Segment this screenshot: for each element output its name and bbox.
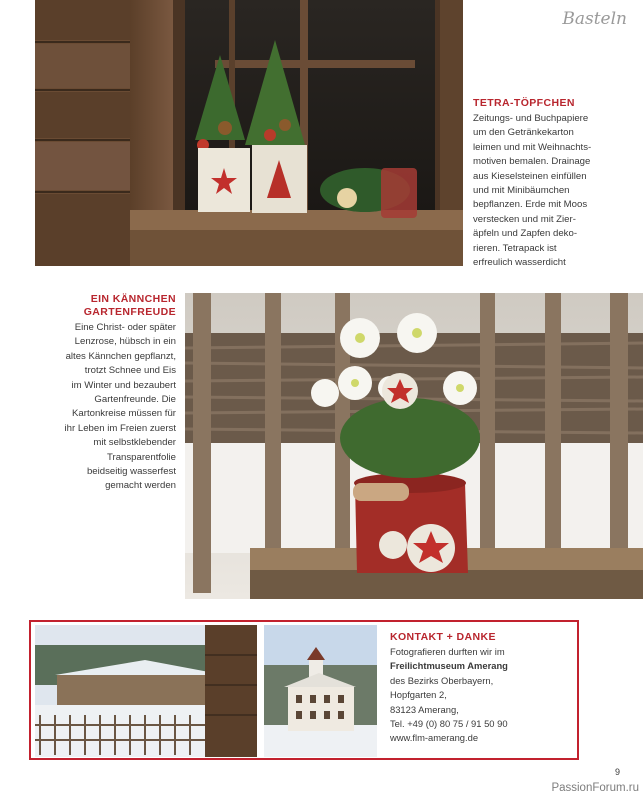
text-line: altes Kännchen gepflanzt, bbox=[65, 350, 176, 362]
text-line: äpfeln und Zapfen deko- bbox=[473, 228, 578, 240]
text-line: gemacht werden bbox=[105, 480, 176, 492]
section-tag: Basteln bbox=[562, 9, 627, 29]
contact-body bbox=[390, 645, 575, 746]
kaennchen-title bbox=[40, 293, 176, 319]
text-line: rieren. Tetrapack ist bbox=[473, 242, 557, 254]
text-line: um den Getränkekarton bbox=[473, 127, 574, 139]
photo-museum-farmhouse bbox=[35, 625, 257, 757]
text-line: verstecken und mit Zier- bbox=[473, 213, 576, 225]
photo-tetra-pots bbox=[35, 0, 463, 266]
text-line: trotzt Schnee und Eis bbox=[84, 365, 176, 377]
text-line: und mit Minibäumchen bbox=[473, 185, 570, 197]
text-line: bepflanzen. Erde mit Moos bbox=[473, 199, 588, 211]
text-line: im Winter und bezaubert bbox=[71, 379, 176, 391]
text-line: leimen und mit Weihnachts- bbox=[473, 141, 592, 153]
tetra-body bbox=[473, 112, 643, 270]
text-line: Lenzrose, hübsch in ein bbox=[74, 336, 176, 348]
tetra-title: TETRA-TÖPFCHEN bbox=[473, 97, 575, 109]
text-line: motiven bemalen. Drainage bbox=[473, 156, 591, 168]
title-line: EIN KÄNNCHEN bbox=[90, 293, 176, 305]
contact-district: des Bezirks Oberbayern, bbox=[390, 674, 494, 686]
text-line: Eine Christ- oder später bbox=[74, 322, 176, 333]
contact-city: 83123 Amerang, bbox=[390, 703, 459, 715]
photo-christmas-rose-can bbox=[185, 293, 643, 599]
text-line: mit selbstklebender bbox=[93, 437, 176, 449]
text-line: Gartenfreunde. Die bbox=[94, 394, 176, 406]
text-line: Transparentfolie bbox=[107, 451, 176, 463]
title-line: GARTENFREUDE bbox=[83, 306, 176, 318]
tower-illustration bbox=[264, 625, 377, 757]
text-line: ihr Leben im Freien zuerst bbox=[64, 422, 176, 434]
page-number: 9 bbox=[615, 767, 621, 777]
text-line: aus Kieselsteinen einfüllen bbox=[473, 170, 587, 182]
farmhouse-illustration bbox=[35, 625, 257, 757]
text-line: Zeitungs- und Buchpapiere bbox=[473, 113, 589, 124]
flower-illustration bbox=[185, 293, 643, 599]
contact-title: KONTAKT + DANKE bbox=[390, 631, 496, 643]
contact-street: Hopfgarten 2, bbox=[390, 689, 447, 701]
watermark: PassionForum.ru bbox=[551, 782, 639, 794]
contact-phone: Tel. +49 (0) 80 75 / 91 50 90 bbox=[390, 718, 508, 730]
contact-intro: Fotografieren durften wir im bbox=[390, 646, 505, 657]
kaennchen-body bbox=[40, 321, 176, 494]
text-line: beidseitig wasserfest bbox=[86, 466, 176, 478]
window-illustration bbox=[35, 0, 463, 266]
text-line: Kartonkreise müssen für bbox=[72, 408, 176, 420]
text-line: erfreulich wasserdicht bbox=[473, 257, 566, 269]
photo-museum-tower-house bbox=[264, 625, 377, 757]
museum-name: Freilichtmuseum Amerang bbox=[390, 660, 508, 672]
contact-website-link[interactable]: www.flm-amerang.de bbox=[390, 732, 479, 744]
